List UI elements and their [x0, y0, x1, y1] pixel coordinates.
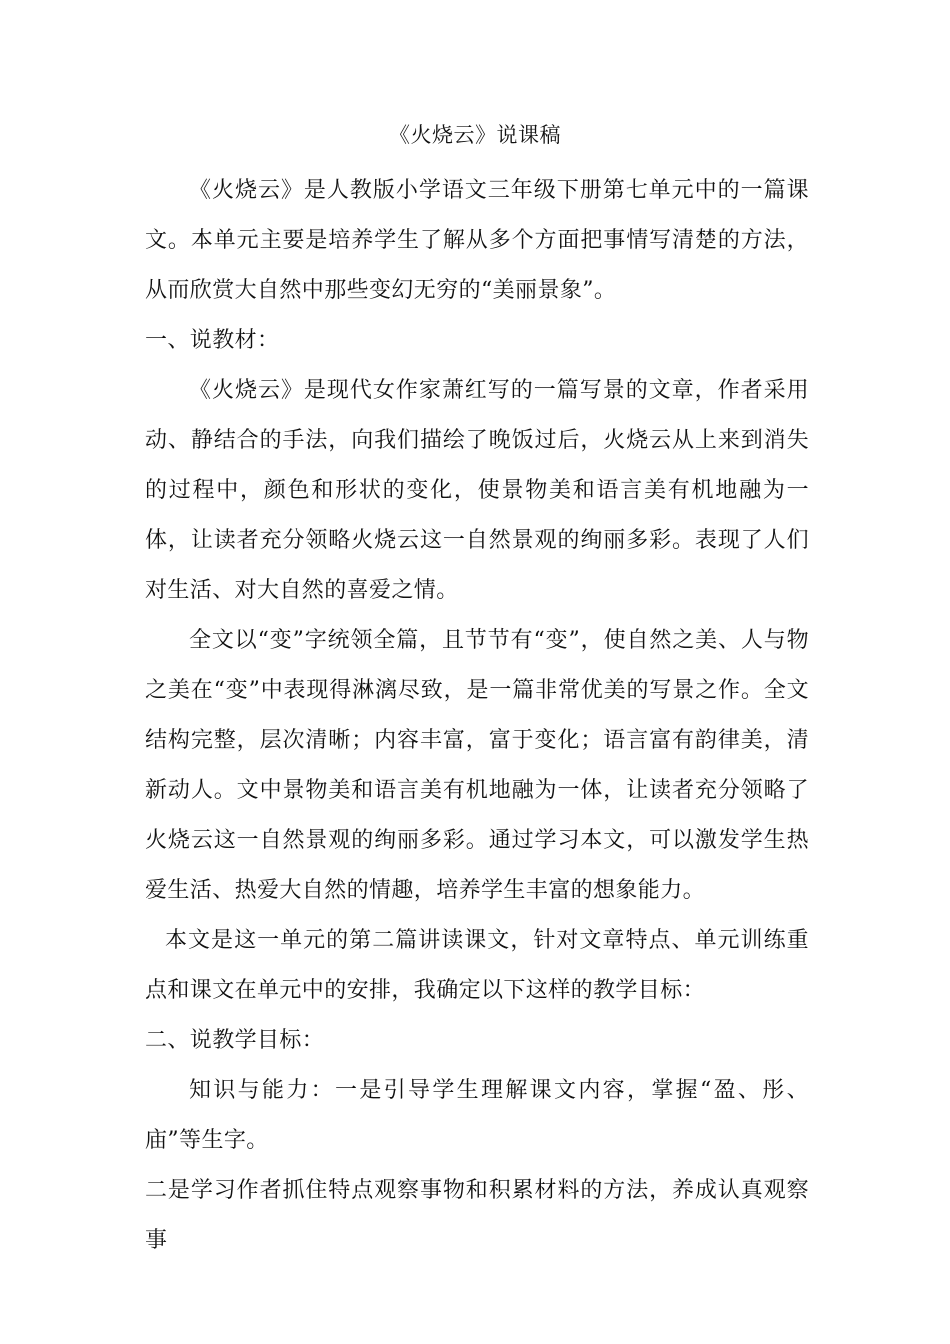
intro-paragraph: 《火烧云》是人教版小学语文三年级下册第七单元中的一篇课文。本单元主要是培养学生了解从多个方面把事情写清楚的方法，从而欣赏大自然中那些变幻无穷的“美丽景象”。 [145, 178, 809, 303]
document-title: 《火烧云》说课稿 [389, 123, 561, 147]
goals-paragraph-1: 知识与能力：一是引导学生理解课文内容，掌握“盈、彤、庙”等生字。 [145, 1078, 809, 1153]
document-body [145, 166, 809, 1266]
textbook-paragraph-3: 本文是这一单元的第二篇讲读课文，针对文章特点、单元训练重点和课文在单元中的安排，我确定以下这样的教学目标： [145, 928, 809, 1003]
textbook-paragraph-1: 《火烧云》是现代女作家萧红写的一篇写景的文章，作者采用动、静结合的手法，向我们描绘了晚饭过后，火烧云从上来到消失的过程中，颜色和形状的变化，使景物美和语言美有机地融为一体，让读者充分领略火烧云这一自然景观的绚丽多彩。表现了人们对生活、对大自然的喜爱之情。 [145, 378, 809, 603]
section-heading-textbook: 一、说教材： [145, 328, 280, 353]
goals-paragraph-2: 二是学习作者抓住特点观察事物和积累材料的方法，养成认真观察事 [145, 1178, 809, 1253]
section-heading-goals: 二、说教学目标： [145, 1028, 325, 1053]
textbook-paragraph-2: 全文以“变”字统领全篇，且节节有“变”，使自然之美、人与物之美在“变”中表现得淋漓尽致，是一篇非常优美的写景之作。全文结构完整，层次清晰；内容丰富，富于变化；语言富有韵律美，清新动人。文中景物美和语言美有机地融为一体，让读者充分领略了火烧云这一自然景观的绚丽多彩。通过学习本文，可以激发学生热爱生活、热爱大自然的情趣，培养学生丰富的想象能力。 [145, 628, 809, 903]
